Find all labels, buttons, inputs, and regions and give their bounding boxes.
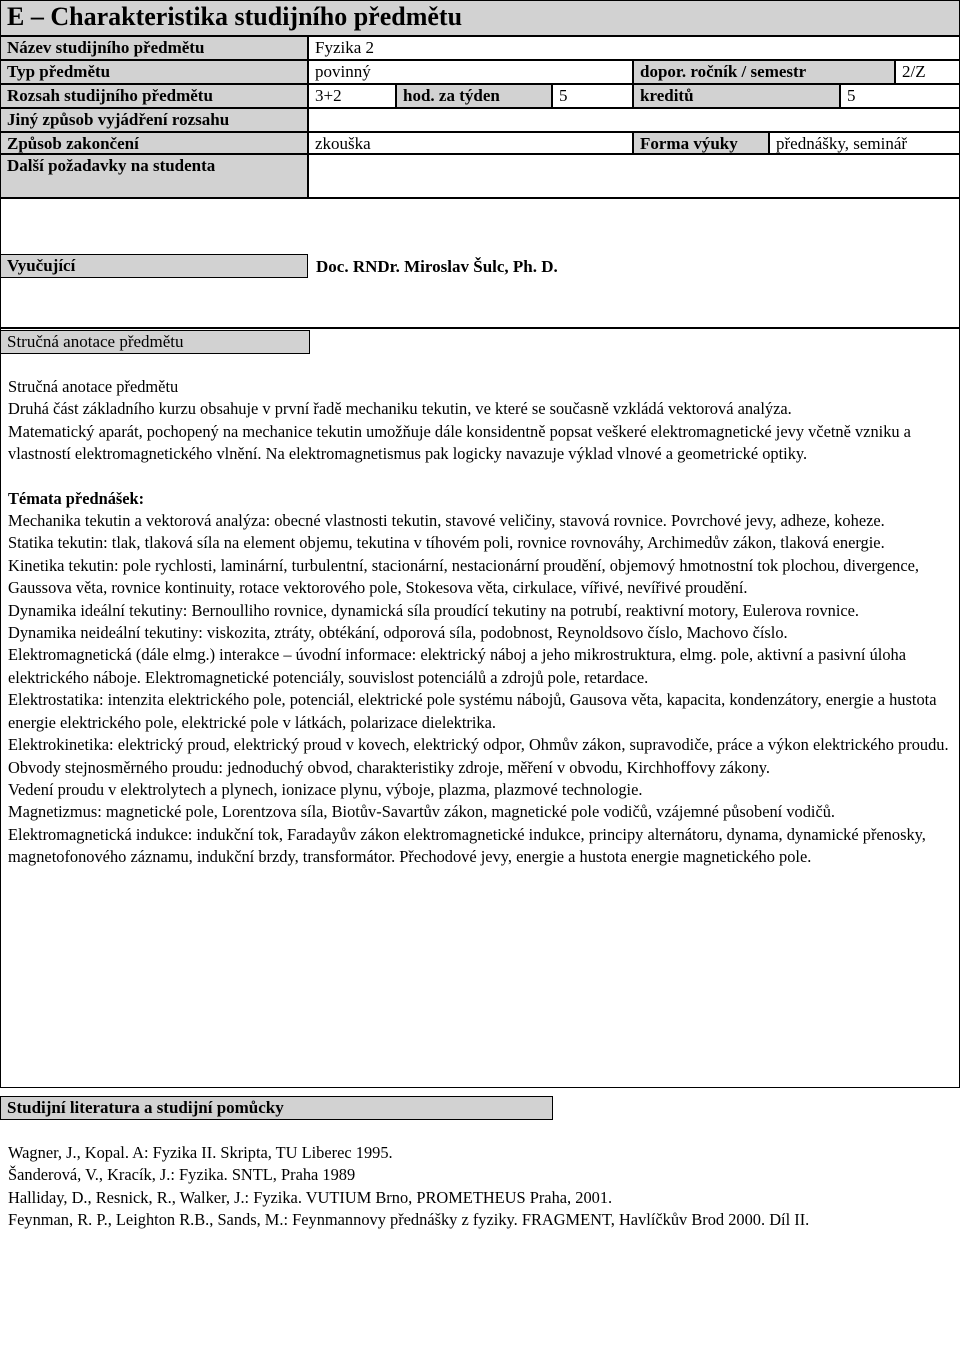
forma-value: přednášky, seminář xyxy=(769,132,960,154)
anotace-paragraph-2: Matematický aparát, pochopený na mechanice tekutin umožňuje dále konsidentně popsat veškeré elektromagnetické jevy včetně vzniku a vlastností elektromagnetického vlnění. Na elektromagnetismus pak logicky navazuje výklad vlnové a geometrické optiky. xyxy=(8,421,911,464)
hod-label: hod. za týden xyxy=(396,84,552,108)
topics-heading: Témata přednášek: xyxy=(8,488,145,508)
vyucujici-value: Doc. RNDr. Miroslav Šulc, Ph. D. xyxy=(316,257,558,276)
topic-item: Vedení proudu v elektrolytech a plynech, ionizace plynu, výboje, plazma, plazmové technologie. xyxy=(8,779,643,799)
hod-value: 5 xyxy=(552,84,633,108)
topic-item: Elektrostatika: intenzita elektrického pole, potenciál, elektrické pole systému nábojů, Gausova věta, kapacita, kondenzátory, energie a hustota energie elektrického pole, elektrické pole v látkách, polarizace dielektrika. xyxy=(8,690,937,732)
rozsah-label: Rozsah studijního předmětu xyxy=(0,84,308,108)
literatura-item: Halliday, D., Resnick, R., Walker, J.: Fyzika. VUTIUM Brno, PROMETHEUS Praha, 2001. xyxy=(8,1187,613,1207)
topic-item: Statika tekutin: tlak, tlaková síla na element objemu, tekutina v tíhovém poli, rovnice rovnováhy, Archimedův zákon, tlaková energie. xyxy=(8,533,885,553)
literatura-item: Wagner, J., Kopal. A: Fyzika II. Skripta, TU Liberec 1995. xyxy=(8,1143,393,1162)
topic-item: Dynamika neideální tekutiny: viskozita, ztráty, obtékání, odporová síla, podobnost, Reynoldsovo číslo, Machovo číslo. xyxy=(8,623,788,643)
topic-item: Elektromagnetická (dále elmg.) interakce – úvodní informace: elektrický náboj a jeho mikrostruktura, elmg. pole, aktivní a pasivní úloha elektrického náboje. Elektromagnetické potenciály, souvislost potenciálů a zdrojů pole, retardace. xyxy=(8,645,907,687)
topic-item: Elektrokinetika: elektrický proud, elektrický proud v kovech, elektrický odpor, Ohmův zákon, supravodiče, práce a výkon elektrického proudu. xyxy=(8,735,949,755)
literatura-list xyxy=(0,1142,960,1232)
kreditu-value: 5 xyxy=(840,84,960,108)
topic-item: Elektromagnetická indukce: indukční tok, Faradayův zákon elektromagnetické indukce, principy alternátoru, dynama, dynamické přenosky, magnetofonového záznamu, indukční brzdy, transformátor. Přechodové jevy, energie a hustota energie magnetického pole. xyxy=(8,824,926,867)
kreditu-label: kreditů xyxy=(633,84,840,108)
nazev-label: Název studijního předmětu xyxy=(0,36,308,60)
zpusob-label: Způsob zakončení xyxy=(0,132,308,154)
topic-item: Mechanika tekutin a vektorová analýza: obecné vlastnosti tekutin, stavové veličiny, stavová rovnice. Povrchové jevy, adheze, koheze. xyxy=(8,511,885,531)
anotace-heading: Stručná anotace předmětu xyxy=(8,377,179,396)
anotace-body xyxy=(0,376,960,869)
literatura-label-box: Studijní literatura a studijní pomůcky xyxy=(0,1096,553,1120)
topic-item: Magnetizmus: magnetické pole, Lorentzova síla, Biotův-Savartův zákon, magnetické pole vodičů, vzájemné působení vodičů. xyxy=(8,802,836,822)
literatura-item: Šanderová, V., Kracík, J.: Fyzika. SNTL, Praha 1989 xyxy=(8,1165,356,1185)
topic-item: Dynamika ideální tekutiny: Bernoulliho rovnice, dynamická síla proudící tekutiny na potrubí, reaktivní motory, Eulerova rovnice. xyxy=(8,600,860,620)
typ-value: povinný xyxy=(308,60,633,84)
anotace-paragraph-1: Druhá část základního kurzu obsahuje v první řadě mechaniku tekutin, ve které se současně vzkládá vektorová analýza. xyxy=(8,399,792,419)
dalsi-value xyxy=(308,154,960,198)
zpusob-value: zkouška xyxy=(308,132,633,154)
jiny-value xyxy=(308,108,960,132)
rozsah-value: 3+2 xyxy=(308,84,396,108)
typ-label: Typ předmětu xyxy=(0,60,308,84)
nazev-value: Fyzika 2 xyxy=(308,36,960,60)
literatura-item: Feynman, R. P., Leighton R.B., Sands, M.: Feynmannovy přednášky z fyziky. FRAGMENT, Havlíčkův Brod 2000. Díl II. xyxy=(8,1210,810,1230)
anotace-label-box: Stručná anotace předmětu xyxy=(0,330,310,354)
forma-label: Forma výuky xyxy=(633,132,769,154)
dopor-label: dopor. ročník / semestr xyxy=(633,60,895,84)
page-title: E – Charakteristika studijního předmětu xyxy=(0,0,960,36)
topic-item: Kinetika tekutin: pole rychlosti, laminární, turbulentní, stacionární, nestacionární proudění, objemový hmotnostní tok plochou, divergence, Gaussova věta, rovnice kontinuity, rotace vektorového pole, Stokesova věta, cirkulace, vířivé, nevířivé proudění. xyxy=(8,555,920,598)
topic-item: Obvody stejnosměrného proudu: jednoduchý obvod, charakteristiky zdroje, měření v obvodu, Kirchhoffovy zákony. xyxy=(8,757,770,777)
vyucujici-label: Vyučující xyxy=(0,254,308,278)
jiny-label: Jiný způsob vyjádření rozsahu xyxy=(0,108,308,132)
dalsi-label: Další požadavky na studenta xyxy=(0,154,308,198)
dopor-value: 2/Z xyxy=(895,60,960,84)
